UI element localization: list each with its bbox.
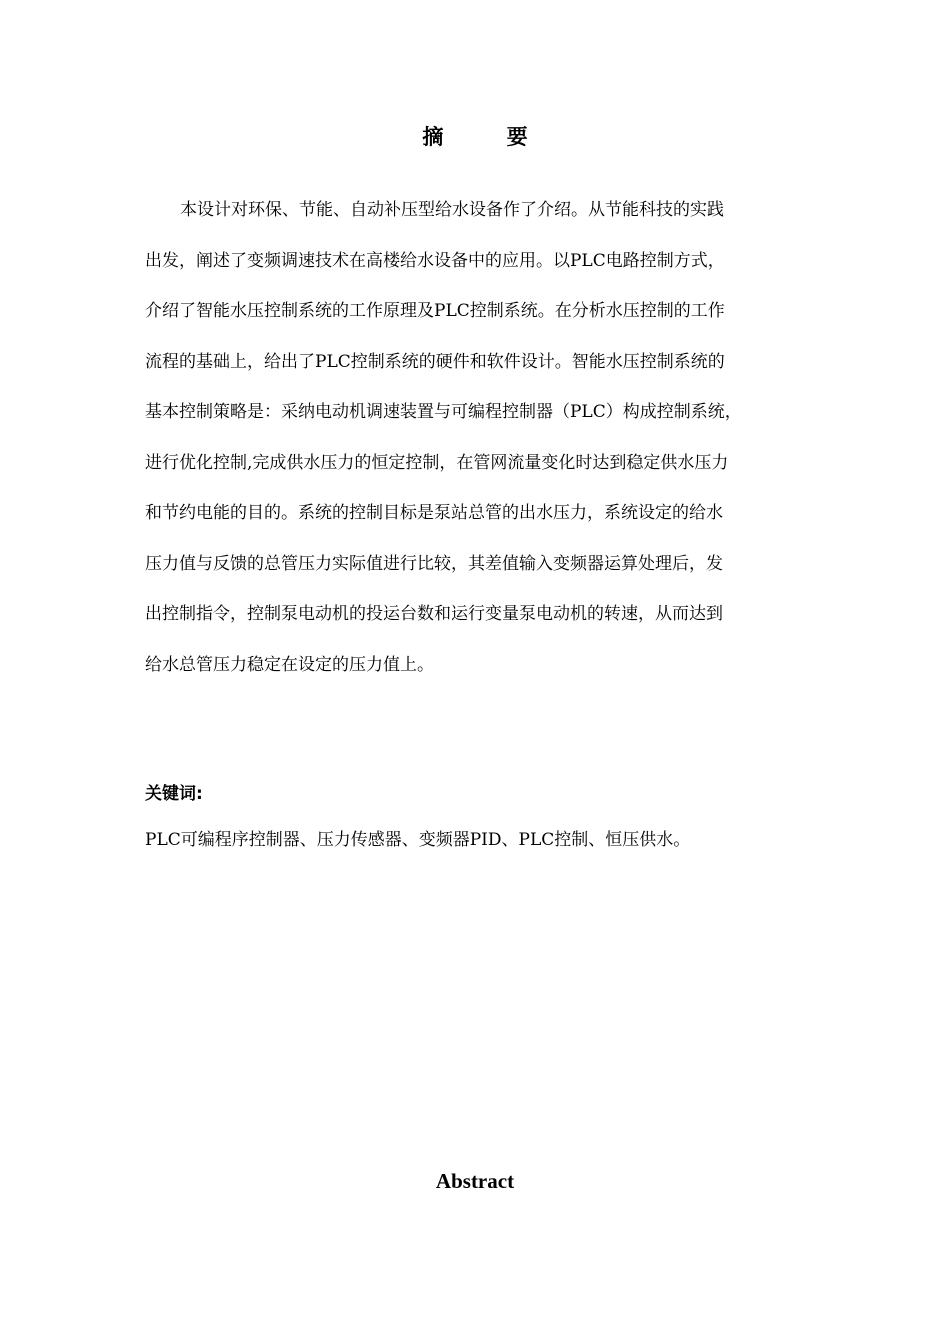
abstract-line: 本设计对环保、节能、自动补压型给水设备作了介绍。从节能科技的实践 xyxy=(180,200,724,220)
english-abstract-title: Abstract xyxy=(435,1169,515,1193)
abstract-line: 介绍了智能水压控制系统的工作原理及PLC控制系统。在分析水压控制的工作 xyxy=(145,301,725,321)
abstract-line: 出发，阐述了变频调速技术在高楼给水设备中的应用。以PLC电路控制方式， xyxy=(145,250,725,271)
page-title: 摘 要 xyxy=(422,124,556,149)
abstract-line: 和节约电能的目的。系统的控制目标是泵站总管的出水压力，系统设定的给水 xyxy=(145,503,723,523)
abstract-line: 给水总管压力稳定在设定的压力值上。 xyxy=(145,654,434,675)
abstract-line: 基本控制策略是：采纳电动机调速装置与可编程控制器（PLC）构成控制系统， xyxy=(145,402,742,422)
abstract-body xyxy=(145,185,825,690)
keywords-text: PLC可编程序控制器、压力传感器、变频器PID、PLC控制、恒压供水。 xyxy=(145,830,691,850)
abstract-line: 出控制指令，控制泵电动机的投运台数和运行变量泵电动机的转速，从而达到 xyxy=(145,604,723,624)
abstract-line: 进行优化控制,完成供水压力的恒定控制，在管网流量变化时达到稳定供水压力 xyxy=(145,452,729,473)
keywords-label: 关键词: xyxy=(145,784,203,804)
abstract-line: 流程的基础上，给出了PLC控制系统的硬件和软件设计。智能水压控制系统的 xyxy=(145,351,725,372)
abstract-line: 压力值与反馈的总管压力实际值进行比较，其差值输入变频器运算处理后，发 xyxy=(145,553,723,574)
